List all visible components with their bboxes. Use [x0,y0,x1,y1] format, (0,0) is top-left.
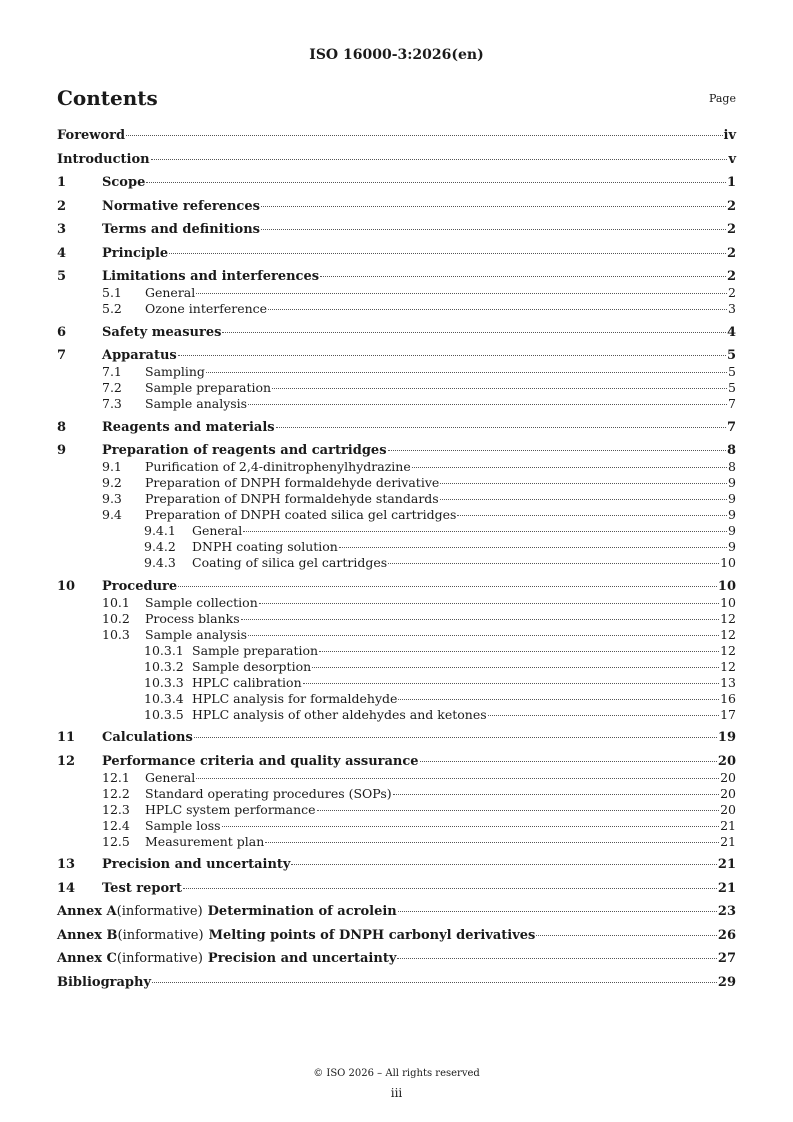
toc-entry[interactable] [57,881,736,897]
toc-entry-page: 4 [726,324,736,340]
toc-entry-number: 9.4.3 [144,555,176,570]
toc-entry-number: 7.1 [102,364,122,379]
toc-leader-dots [398,699,719,700]
toc-entry-number: 14 [57,880,76,896]
toc-entry-page: 2 [726,269,736,284]
toc-entry-number: 7.2 [102,380,122,395]
toc-leader-dots [393,794,719,795]
toc-entry-page: 5 [726,348,736,363]
toc-entry-number: 10.3.4 [144,690,184,706]
toc-entry[interactable] [57,611,736,627]
toc-entry-page: 20 [720,785,736,801]
toc-entry-page: 23 [717,904,736,919]
toc-entry-page: 1 [726,175,736,190]
toc-entry-title: Bibliography [57,974,152,990]
toc-entry[interactable] [57,928,736,944]
toc-entry-title: Principle [102,245,169,261]
toc-entry[interactable] [57,627,736,643]
toc-entry-number: 10.2 [102,610,130,626]
toc-entry[interactable] [57,818,736,834]
toc-annex-note: (informative) [117,927,204,943]
toc-leader-dots [440,499,727,500]
toc-entry-title: Apparatus [102,348,177,363]
toc-entry-number: 2 [57,198,67,214]
toc-entry[interactable] [57,285,736,301]
toc-leader-dots [151,159,728,160]
toc-entry-page: 26 [717,927,736,943]
toc-entry-title: Sample analysis [145,396,248,411]
toc-entry[interactable] [57,659,736,675]
toc-leader-dots [169,253,726,254]
toc-leader-dots [265,842,719,843]
page-number: iii [390,1086,403,1100]
toc-entry-page: 20 [720,801,736,817]
toc-entry[interactable] [57,786,736,802]
toc-entry-page: 7 [726,419,736,435]
toc-leader-dots [222,826,720,827]
toc-entry[interactable] [57,707,736,723]
toc-leader-dots [388,450,726,451]
toc-leader-dots [196,293,727,294]
toc-entry-number: 10.3.3 [144,674,184,690]
toc-entry-number: 9.2 [102,475,122,490]
toc-entry[interactable] [57,595,736,611]
toc-leader-dots [248,635,719,636]
toc-entry[interactable] [57,975,736,991]
toc-entry-title: Sampling [145,364,205,379]
toc-entry-page: 17 [720,706,736,722]
toc-entry[interactable] [57,325,736,341]
toc-entry[interactable] [57,523,736,539]
toc-leader-dots [488,715,719,716]
toc-entry-number: 1 [57,175,67,190]
toc-leader-dots [412,467,727,468]
toc-entry-number: 10.3.2 [144,658,184,674]
toc-entry[interactable] [57,491,736,507]
toc-entry-title: Introduction [57,151,150,167]
toc-entry[interactable] [57,834,736,850]
toc-entry-page: 16 [720,690,736,706]
toc-entry-page: 8 [726,443,736,458]
toc-entry[interactable] [57,246,736,262]
toc-entry[interactable] [57,475,736,491]
toc-entry[interactable] [57,691,736,707]
toc-entry-title: HPLC analysis of other aldehydes and ketones [192,706,487,722]
toc-entry-title: General [192,523,243,538]
toc-entry-page: 21 [720,817,736,833]
toc-entry-title: Sample preparation [145,380,272,395]
toc-leader-dots [152,982,717,983]
toc-entry[interactable] [57,128,736,144]
toc-entry-page: 12 [720,642,736,658]
toc-entry-number: 5.1 [102,285,122,300]
toc-entry-number: 9.4.2 [144,539,176,554]
toc-entry-page: 12 [720,658,736,674]
toc-leader-dots [388,563,719,564]
toc-entry-page: 7 [728,396,736,411]
toc-entry-number: 12.3 [102,801,130,817]
toc-entry[interactable] [57,802,736,818]
toc-entry-number: 10 [57,578,76,594]
toc-leader-dots [259,603,719,604]
toc-leader-dots [291,864,716,865]
toc-leader-dots [196,778,719,779]
toc-entry-page: 5 [728,364,736,379]
toc-entry[interactable] [57,857,736,873]
toc-entry-page: 2 [726,245,736,261]
toc-entry-page: 12 [720,626,736,642]
toc-entry-page: 9 [728,475,736,490]
toc-entry-title: Performance criteria and quality assurance [102,753,419,769]
toc-leader-dots [146,182,726,183]
toc-leader-dots [397,958,717,959]
toc-leader-dots [440,483,727,484]
toc-entry-title: Sample analysis [145,626,248,642]
toc-leader-dots [126,135,722,136]
toc-entry-number: 9.3 [102,491,122,506]
toc-entry-page: 9 [728,523,736,538]
toc-entry-number: 10.3 [102,626,130,642]
toc-entry-page: 13 [720,674,736,690]
toc-entry-number: 12.2 [102,785,130,801]
toc-entry-title: Standard operating procedures (SOPs) [145,785,392,801]
toc-entry[interactable] [57,152,736,168]
toc-entry-page: 20 [717,753,736,769]
toc-entry-title: Scope [102,175,146,190]
toc-entry-title: Melting points of DNPH carbonyl derivatives [208,927,536,943]
toc-entry-title: Sample collection [145,594,258,610]
toc-entry[interactable] [57,951,736,967]
toc-entry-number: 12 [57,753,76,769]
toc-entry-title: Precision and uncertainty [207,951,397,966]
toc-entry[interactable] [57,269,736,285]
toc-entry-title: Process blanks [145,610,240,626]
toc-leader-dots [222,332,726,333]
toc-entry-title: Preparation of DNPH formaldehyde derivative [145,475,440,490]
toc-entry-page: 5 [728,380,736,395]
toc-leader-dots [194,737,717,738]
toc-entry-number: 12.4 [102,817,130,833]
toc-entry-title: Normative references [102,198,260,214]
toc-entry-page: v [728,151,736,167]
toc-entry-number: 11 [57,730,76,745]
toc-entry[interactable] [57,420,736,436]
toc-entry-page: 10 [720,594,736,610]
toc-entry-number: 9.4 [102,507,122,522]
toc-entry[interactable] [57,754,736,770]
document-header: ISO 16000-3:2026(en) [309,47,484,63]
toc-leader-dots [457,515,727,516]
toc-entry-title: DNPH coating solution [192,539,338,554]
toc-entry-title: Ozone interference [145,301,268,316]
toc-entry-title: Purification of 2,4-dinitrophenylhydrazine [145,459,411,474]
toc-entry-number: 5.2 [102,301,122,316]
page-title: Contents [57,86,158,110]
toc-entry-title: Terms and definitions [102,222,260,237]
toc-entry-page: 10 [717,578,736,594]
toc-entry[interactable] [57,199,736,215]
toc-entry[interactable] [57,443,736,459]
toc-entry-page: 10 [720,555,736,570]
toc-entry-page: 21 [720,833,736,849]
toc-entry-number: 9.4.1 [144,523,176,538]
toc-entry-title: Sample desorption [192,658,312,674]
toc-leader-dots [319,651,719,652]
toc-entry-title: Measurement plan [145,833,265,849]
toc-entry-title: Calculations [102,730,193,745]
toc-entry[interactable] [57,301,736,317]
toc-leader-dots [261,229,726,230]
toc-entry-title: Limitations and interferences [102,269,320,284]
toc-entry-title: Sample loss [145,817,221,833]
toc-entry-number: 10.3.5 [144,706,184,722]
toc-entry-title: Preparation of DNPH formaldehyde standards [145,491,439,506]
toc-entry-number: 9 [57,443,67,458]
toc-entry-page: 2 [726,222,736,237]
toc-entry-number: 4 [57,245,67,261]
toc-entry-number: 12.5 [102,833,130,849]
toc-entry-title: General [145,285,196,300]
toc-leader-dots [317,810,720,811]
toc-leader-dots [183,888,717,889]
toc-leader-dots [241,619,719,620]
toc-entry-title: HPLC calibration [192,674,302,690]
toc-leader-dots [243,531,727,532]
toc-entry[interactable] [57,364,736,380]
toc-leader-dots [303,683,719,684]
toc-entry-number: 3 [57,222,67,237]
toc-entry-number: 6 [57,324,67,340]
toc-entry-title: General [145,769,196,785]
toc-annex-label: Annex C [57,951,117,966]
toc-entry[interactable] [57,175,736,191]
toc-entry-number: 5 [57,269,67,284]
toc-entry-page: 19 [717,730,736,745]
toc-entry-title: HPLC system performance [145,801,316,817]
toc-entry-number: 9.1 [102,459,122,474]
toc-entry[interactable] [57,539,736,555]
toc-entry-page: 20 [720,769,736,785]
toc-annex-note: (informative) [116,951,203,966]
toc-leader-dots [312,667,719,668]
toc-entry-page: iv [723,128,736,143]
toc-leader-dots [536,935,717,936]
toc-entry-page: 3 [728,301,736,316]
toc-entry-page: 29 [717,974,736,990]
toc-entry-number: 10.1 [102,594,130,610]
toc-entry-page: 8 [728,459,736,474]
toc-entry-number: 10.3.1 [144,642,184,658]
toc-entry-number: 8 [57,419,67,435]
toc-entry-title: Safety measures [102,324,222,340]
toc-leader-dots [339,547,727,548]
toc-leader-dots [248,404,727,405]
toc-leader-dots [178,355,726,356]
toc-annex-note: (informative) [116,904,203,919]
toc-entry[interactable] [57,555,736,571]
toc-leader-dots [276,427,726,428]
toc-annex-label: Annex B [57,927,118,943]
toc-entry[interactable] [57,675,736,691]
toc-entry-number: 7 [57,348,67,363]
toc-entry[interactable] [57,222,736,238]
toc-leader-dots [320,276,726,277]
toc-entry-page: 9 [728,539,736,554]
toc-annex-label: Annex A [57,904,117,919]
toc-entry-title: Procedure [102,578,178,594]
toc-entry-number: 7.3 [102,396,122,411]
toc-leader-dots [261,206,726,207]
toc-entry-title: Determination of acrolein [207,904,397,919]
toc-entry-page: 21 [717,857,736,872]
toc-entry[interactable] [57,730,736,746]
toc-entry[interactable] [57,396,736,412]
toc-entry-number: 13 [57,857,76,872]
copyright-footer: © ISO 2026 – All rights reserved [313,1068,480,1079]
toc-entry[interactable] [57,770,736,786]
toc-leader-dots [272,388,727,389]
toc-leader-dots [178,586,717,587]
toc-leader-dots [268,309,727,310]
toc-leader-dots [420,761,717,762]
toc-entry[interactable] [57,459,736,475]
toc-entry-title: HPLC analysis for formaldehyde [192,690,398,706]
toc-entry-page: 9 [728,507,736,522]
page-column-label: Page [708,92,736,105]
toc-entry-number: 12.1 [102,769,130,785]
toc-entry[interactable] [57,348,736,364]
toc-entry-title: Sample preparation [192,642,319,658]
toc-entry-title: Reagents and materials [102,419,275,435]
toc-entry-page: 27 [717,951,736,966]
toc-entry-title: Preparation of reagents and cartridges [102,443,387,458]
toc-entry-title: Precision and uncertainty [102,857,291,872]
toc-entry-title: Preparation of DNPH coated silica gel cartridges [145,507,457,522]
toc-entry[interactable] [57,643,736,659]
toc-entry[interactable] [57,904,736,920]
toc-entry-page: 12 [720,610,736,626]
toc-entry[interactable] [57,380,736,396]
toc-entry-page: 2 [726,198,736,214]
toc-entry-title: Foreword [57,128,126,143]
toc-entry-title: Test report [102,880,183,896]
toc-entry[interactable] [57,507,736,523]
toc-entry-page: 21 [717,880,736,896]
toc-entry[interactable] [57,579,736,595]
toc-entry-page: 9 [728,491,736,506]
toc-leader-dots [206,372,727,373]
toc-leader-dots [398,911,717,912]
toc-entry-page: 2 [728,285,736,300]
toc-entry-title: Coating of silica gel cartridges [192,555,388,570]
